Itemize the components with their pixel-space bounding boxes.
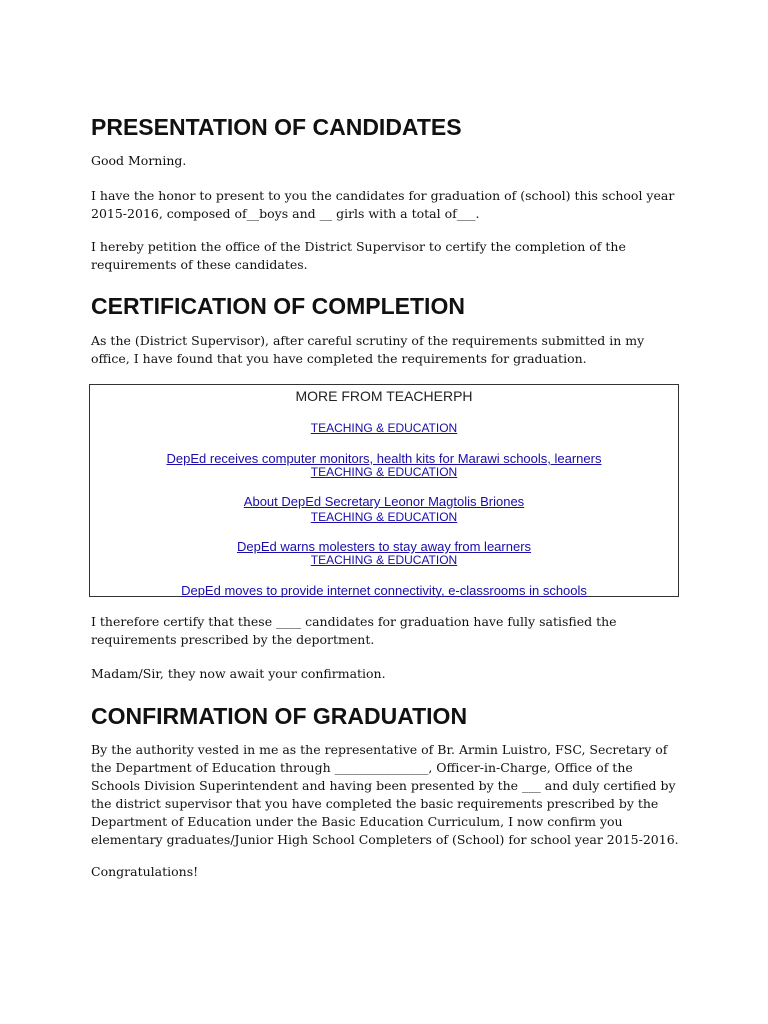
paragraph-petition: I hereby petition the office of the District Supervisor to certify the completion of the requirements of these candidates.	[91, 239, 626, 272]
paragraph-authority: By the authority vested in me as the representative of Br. Armin Luistro, FSC, Secretary of the Department of Education through _______________, Officer-in-Charge, Office of the Schools Division Superintendent and having been presented by the ___ and duly certified by the district supervisor that you have completed the basic requirements prescribed by the Department of Education under the Basic Education Curriculum, I now confirm you elementary graduates/Junior High School Completers of (School) for school year 2015-2016.	[91, 742, 679, 847]
article-link[interactable]: DepEd warns molesters to stay away from learners	[236, 539, 532, 554]
more-box-title: MORE FROM TEACHERPH	[295, 388, 473, 404]
heading-presentation: PRESENTATION OF CANDIDATES	[91, 114, 462, 140]
article-link[interactable]: About DepEd Secretary Leonor Magtolis Briones	[243, 494, 525, 509]
more-from-teacherph-box	[89, 384, 679, 597]
article-link[interactable]: DepEd receives computer monitors, health kits for Marawi schools, learners	[166, 451, 602, 466]
category-link[interactable]: TEACHING & EDUCATION	[310, 553, 458, 567]
heading-confirmation: CONFIRMATION OF GRADUATION	[91, 703, 468, 729]
article-link[interactable]: DepEd moves to provide internet connectivity, e-classrooms in schools	[181, 583, 587, 598]
category-link[interactable]: TEACHING & EDUCATION	[310, 510, 458, 524]
paragraph-scrutiny: As the (District Supervisor), after careful scrutiny of the requirements submitted in my office, I have found that you have completed the requirements for graduation.	[91, 333, 645, 366]
heading-certification: CERTIFICATION OF COMPLETION	[91, 293, 465, 319]
paragraph-greeting: Good Morning.	[91, 153, 187, 168]
category-link[interactable]: TEACHING & EDUCATION	[310, 465, 458, 479]
paragraph-await: Madam/Sir, they now await your confirmation.	[91, 666, 386, 681]
paragraph-congratulations: Congratulations!	[91, 864, 199, 879]
category-link[interactable]: TEACHING & EDUCATION	[310, 421, 458, 435]
paragraph-certify: I therefore certify that these ____ candidates for graduation have fully satisfied the requirements prescribed by the deportment.	[91, 614, 617, 647]
paragraph-honor: I have the honor to present to you the candidates for graduation of (school) this school year 2015-2016, composed of__boys and __ girls with a total of___.	[91, 188, 675, 221]
